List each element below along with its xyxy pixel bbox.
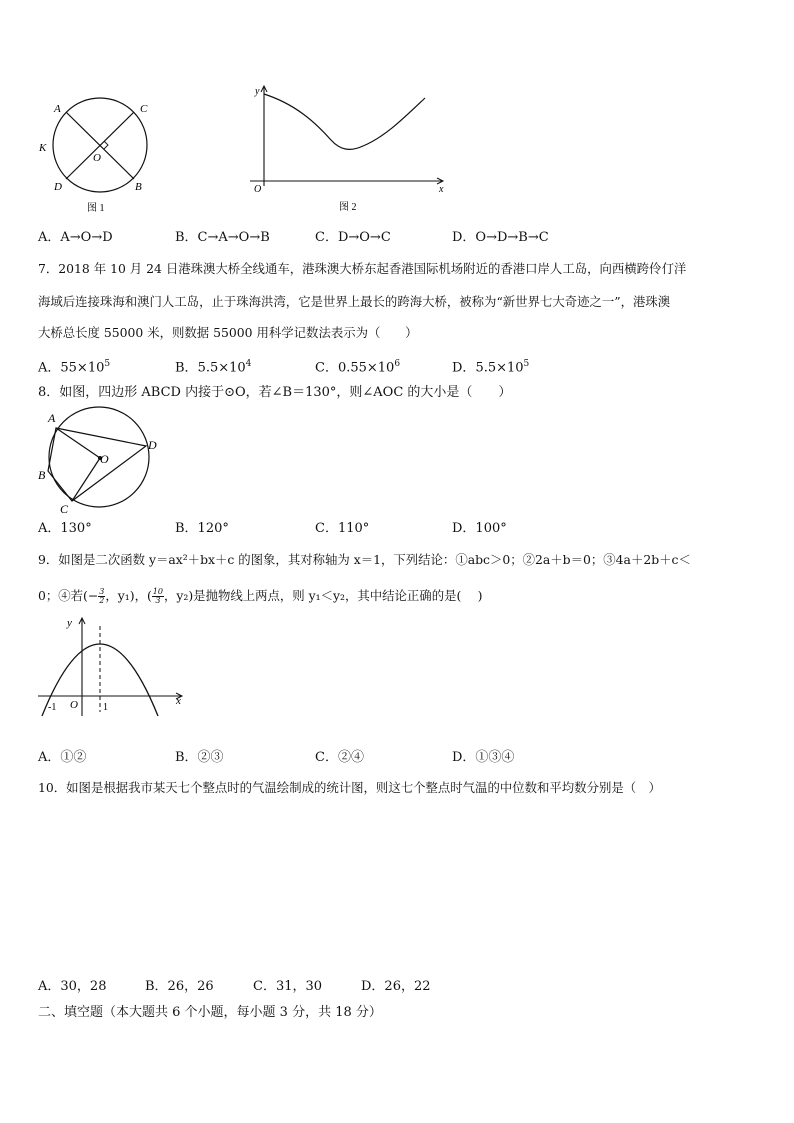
q7-option-d-base: 5.5×10	[475, 360, 524, 376]
section-2-heading: 二、填空题（本大题共 6 个小题，每小题 3 分，共 18 分）	[38, 1005, 382, 1020]
fig1-right-angle-mark	[104, 141, 108, 149]
q9-option-d: D．①③④	[452, 750, 515, 765]
q7-option-c-base: 0.55×10	[337, 360, 395, 376]
figure-1-circle	[30, 90, 160, 215]
q8-label-c: C	[60, 502, 69, 515]
q7-stem-line-2: 海域后连接珠海和澳门人工岛，止于珠海洪湾，它是世界上最长的跨海大桥，被称为“新世界七大奇迹之一”，港珠澳	[38, 294, 671, 309]
fig1-caption: 图 1	[87, 203, 105, 214]
q7-option-b-base: 5.5×10	[197, 360, 246, 376]
q8-label-b: B	[38, 468, 46, 482]
q8-option-c: C．110°	[315, 521, 370, 536]
q8-quadrilateral	[48, 428, 146, 501]
q8-stem: 8．如图，四边形 ABCD 内接于⊙O，若∠B＝130°，则∠AOC 的大小是（ ）	[38, 385, 512, 400]
fig1-label-b: B	[135, 181, 142, 193]
q9-label-y: y	[67, 617, 72, 629]
q8-label-a: A	[48, 411, 56, 425]
q9-option-c: C．②④	[315, 750, 364, 765]
fig2-caption: 图 2	[339, 202, 357, 213]
fig2-label-o: O	[254, 184, 262, 195]
q9-fraction-1-den: 2	[99, 596, 105, 605]
fig2-label-x: x	[439, 184, 444, 195]
q9-option-b: B．②③	[175, 750, 224, 765]
q9-line2-part-a: 0；④若(−	[38, 588, 99, 603]
q7-option-d-exp: 5	[523, 359, 530, 369]
q8-figure-inscribed-quadrilateral	[32, 405, 167, 515]
q9-label-1: 1	[103, 702, 108, 713]
q10-option-a: A．30，28	[38, 979, 107, 994]
q9-stem-line-2	[38, 588, 482, 605]
q7-option-a-label: A．	[38, 360, 61, 376]
q9-line2-part-b: ，y₁)，(	[105, 588, 152, 603]
q7-option-a-base: 55×10	[60, 360, 105, 376]
q9-fraction-1-num: 3	[99, 587, 105, 596]
q7-option-c-label: C．	[315, 360, 338, 376]
q8-label-d: D	[148, 438, 157, 452]
q9-stem-line-1: 9．如图是二次函数 y＝ax²＋bx＋c 的图象，其对称轴为 x＝1，下列结论：①abc＞0；②2a＋b＝0；③4a＋2b＋c＜	[38, 552, 691, 567]
q9-figure-parabola	[32, 612, 192, 722]
q9-option-a: A．①②	[38, 750, 87, 765]
q8-option-d: D．100°	[452, 521, 507, 536]
q9-fraction-2-num: 10	[152, 587, 163, 596]
q6-option-a: A．A→O→D	[38, 230, 113, 245]
q7-stem-line-1: 7．2018 年 10 月 24 日港珠澳大桥全线通车，港珠澳大桥东起香港国际机场附近的香港口岸人工岛，向西横跨伶仃洋	[38, 261, 687, 276]
q7-stem-line-3: 大桥总长度 55000 米，则数据 55000 用科学记数法表示为（ ）	[38, 325, 418, 340]
fig1-label-a: A	[54, 103, 61, 115]
q9-label-o: O	[70, 699, 78, 711]
q9-label-x: x	[176, 695, 181, 707]
q7-option-b-exp: 4	[245, 359, 252, 369]
q7-option-d	[452, 356, 529, 376]
q9-line2-part-c: ，y₂)是抛物线上两点，则 y₁＜y₂，其中结论正确的是( )	[163, 588, 483, 603]
q10-option-c: C．31，30	[253, 979, 323, 994]
fig1-label-k: K	[39, 142, 47, 154]
q10-stem: 10．如图是根据我市某天七个整点时的气温绘制成的统计图，则这七个整点时气温的中位数和平均数分别是（ ）	[38, 780, 661, 795]
q10-option-d: D．26，22	[361, 979, 431, 994]
fig2-curve	[264, 94, 425, 149]
q7-option-c	[315, 356, 400, 376]
fig2-label-y: y	[255, 86, 260, 97]
q9-fraction-2-den: 3	[155, 596, 161, 605]
q7-option-d-label: D．	[452, 360, 476, 376]
fig1-label-d: D	[54, 181, 62, 193]
q8-label-o: O	[100, 452, 109, 466]
q7-option-c-exp: 6	[394, 359, 401, 369]
q9-label-minus-1: -1	[48, 702, 57, 713]
q8-option-b: B．120°	[175, 521, 229, 536]
q8-option-a: A．130°	[38, 521, 92, 536]
q8-segment-co	[72, 458, 100, 501]
fig1-label-c: C	[140, 103, 148, 115]
q7-option-a-exp: 5	[104, 359, 111, 369]
fig1-label-o: O	[93, 152, 101, 164]
q6-option-b: B．C→A→O→B	[175, 230, 270, 245]
q7-option-a	[38, 356, 110, 376]
figure-2-graph	[245, 82, 455, 217]
q6-option-c: C．D→O→C	[315, 230, 391, 245]
q7-option-b-label: B．	[175, 360, 198, 376]
q9-fraction-2	[152, 588, 164, 605]
q6-option-d: D．O→D→B→C	[452, 230, 549, 245]
q7-option-b	[175, 356, 251, 376]
q10-option-b: B．26，26	[145, 979, 214, 994]
